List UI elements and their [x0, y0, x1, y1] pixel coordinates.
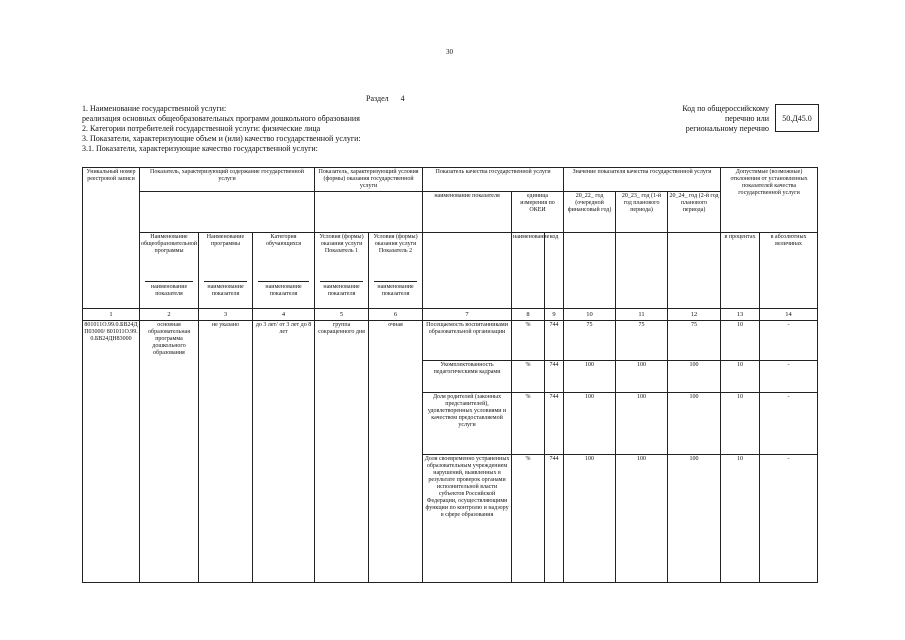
- indicator-unit: %: [512, 393, 545, 455]
- indicator-y1: 100: [564, 361, 616, 393]
- colnum-5: 5: [315, 309, 369, 321]
- section-number: 4: [400, 94, 405, 103]
- record-category: до 3 лет/ от 3 лет до 8 лет: [253, 321, 315, 583]
- year2-spacer: [616, 233, 668, 309]
- indicator-pct: 10: [721, 321, 760, 361]
- indicator-name: Посещаемость воспитанниками образовательной организации: [423, 321, 512, 361]
- colnum-4: 4: [253, 309, 315, 321]
- service-name-value: реализация основных общеобразовательных программ дошкольного образования: [82, 114, 360, 123]
- absolute-header: в абсолютных величинах: [760, 233, 818, 309]
- col6-underline: [374, 280, 417, 282]
- indicator-y3: 75: [668, 321, 721, 361]
- indicator-pct: 10: [721, 393, 760, 455]
- col6-header: [369, 233, 423, 309]
- indicator-unit: %: [512, 455, 545, 583]
- quality-indicators-table: [82, 167, 818, 583]
- code-label-line3: региональному перечню: [685, 124, 769, 133]
- year2-header: 20_23_ год (1-й год планового периода): [616, 192, 668, 233]
- indicator-y3: 100: [668, 361, 721, 393]
- values-group-header: Значение показателя качества государственной услуги: [564, 168, 721, 192]
- indicator-name-header: наименование показателя: [423, 192, 512, 233]
- indicator-y2: 75: [616, 321, 668, 361]
- consumer-category: 2. Категории потребителей государственной услуги: физические лица: [82, 124, 321, 133]
- colnum-6: 6: [369, 309, 423, 321]
- unit-name-header: наименование: [512, 233, 545, 309]
- colnum-2: 2: [140, 309, 199, 321]
- section-label: Раздел: [366, 94, 389, 103]
- col3-title: Наименование программы: [206, 234, 245, 247]
- quality-indicators-heading: 3.1. Показатели, характеризующие качество государственной услуги:: [82, 144, 318, 153]
- service-name-heading: 1. Наименование государственной услуги:: [82, 104, 227, 113]
- col4-underline: [258, 280, 309, 282]
- indicator-abs: -: [760, 455, 818, 583]
- col2-sub: наименование показателя: [150, 284, 188, 297]
- record-form1: группа сокращенного дня: [315, 321, 369, 583]
- year3-spacer: [668, 233, 721, 309]
- indicator-pct: 10: [721, 361, 760, 393]
- col6-title: Условия (формы) оказания услуги Показатель 2: [373, 234, 418, 254]
- year3-header: 20_24_ год (2-й год планового периода): [668, 192, 721, 233]
- col5-header: [315, 233, 369, 309]
- record-program: основная образовательная программа дошкольного образования: [140, 321, 199, 583]
- page-number: 30: [446, 48, 453, 56]
- colnum-9: 9: [545, 309, 564, 321]
- colnum-14: 14: [760, 309, 818, 321]
- deviation-group-header: Допустимые (возможные) отклонения от установленных показателей качества государственной услуги: [721, 168, 818, 233]
- record-form2: очная: [369, 321, 423, 583]
- col5-underline: [320, 280, 363, 282]
- indicator-code: 744: [545, 393, 564, 455]
- col4-header: [253, 233, 315, 309]
- indicator-y2: 100: [616, 393, 668, 455]
- indicator-y1: 100: [564, 393, 616, 455]
- indicator-name-spacer: [423, 233, 512, 309]
- indicator-pct: 10: [721, 455, 760, 583]
- col2-title: Наименование общеобразовательной программы: [141, 234, 198, 254]
- registry-code-box: 50.Д45.0: [775, 104, 819, 132]
- indicator-y3: 100: [668, 393, 721, 455]
- indicator-y3: 100: [668, 455, 721, 583]
- content-group-header: Показатель, характеризующий содержание государственной услуги: [140, 168, 315, 192]
- code-label-line1: Код по общероссийскому: [682, 104, 769, 113]
- indicator-name: Доля родителей (законных представителей), удовлетворенных условиями и качеством предоставляемой услуги: [423, 393, 512, 455]
- col2-header: [140, 233, 199, 309]
- indicator-name: Укомплектованность педагогическими кадрами: [423, 361, 512, 393]
- col5-sub: наименование показателя: [323, 284, 360, 297]
- indicator-abs: -: [760, 321, 818, 361]
- colnum-1: 1: [83, 309, 140, 321]
- indicators-heading: 3. Показатели, характеризующие объем и (или) качество государственной услуги:: [82, 134, 361, 143]
- record-unique-no: 801011О.99.0.БВ24ДП03000/ 801011О.99.0.БВ24ДН83000: [83, 321, 140, 583]
- col-unique-no-header: Уникальный номер реестровой записи: [83, 168, 140, 309]
- indicator-y1: 100: [564, 455, 616, 583]
- code-label-line2: перечню или: [724, 114, 769, 123]
- col6-sub: наименование показателя: [377, 284, 414, 297]
- col3-header: [199, 233, 253, 309]
- indicator-code: 744: [545, 361, 564, 393]
- conditions-group-header: Показатель, характеризующий условия (формы) оказания государственной услуги: [315, 168, 423, 192]
- unit-group-header: единица измерения по ОКЕИ: [512, 192, 564, 233]
- quality-group-header: Показатель качества государственной услуги: [423, 168, 564, 192]
- colnum-12: 12: [668, 309, 721, 321]
- col3-sub: наименование показателя: [207, 284, 244, 297]
- indicator-y2: 100: [616, 455, 668, 583]
- colnum-13: 13: [721, 309, 760, 321]
- section-heading: [366, 94, 405, 103]
- col3-underline: [204, 280, 247, 282]
- year1-spacer: [564, 233, 616, 309]
- conditions-subheader-spacer: [315, 192, 423, 233]
- percent-header: в процентах: [721, 233, 760, 309]
- colnum-8: 8: [512, 309, 545, 321]
- indicator-unit: %: [512, 361, 545, 393]
- indicator-name: Доля своевременно устраненных образовательным учреждением нарушений, выявленных в результате проверок органами исполнительной власти субъектов Российской Федерации, осуществляющими функции по контролю и надзору в сфере образования: [423, 455, 512, 583]
- unit-code-header: код: [545, 233, 564, 309]
- col4-title: Категория обучающихся: [265, 234, 302, 247]
- content-subheader-spacer: [140, 192, 315, 233]
- indicator-code: 744: [545, 455, 564, 583]
- indicator-abs: -: [760, 393, 818, 455]
- indicator-y2: 100: [616, 361, 668, 393]
- col5-title: Условия (формы) оказания услуги Показатель 1: [319, 234, 364, 254]
- indicator-code: 744: [545, 321, 564, 361]
- record-program-name: не указано: [199, 321, 253, 583]
- colnum-7: 7: [423, 309, 512, 321]
- indicator-unit: %: [512, 321, 545, 361]
- col4-sub: наименование показателя: [265, 284, 302, 297]
- indicator-y1: 75: [564, 321, 616, 361]
- colnum-10: 10: [564, 309, 616, 321]
- colnum-3: 3: [199, 309, 253, 321]
- colnum-11: 11: [616, 309, 668, 321]
- table-row: [83, 321, 818, 361]
- indicator-abs: -: [760, 361, 818, 393]
- year1-header: 20_22_ год (очередной финансовый год): [564, 192, 616, 233]
- col2-underline: [145, 280, 193, 282]
